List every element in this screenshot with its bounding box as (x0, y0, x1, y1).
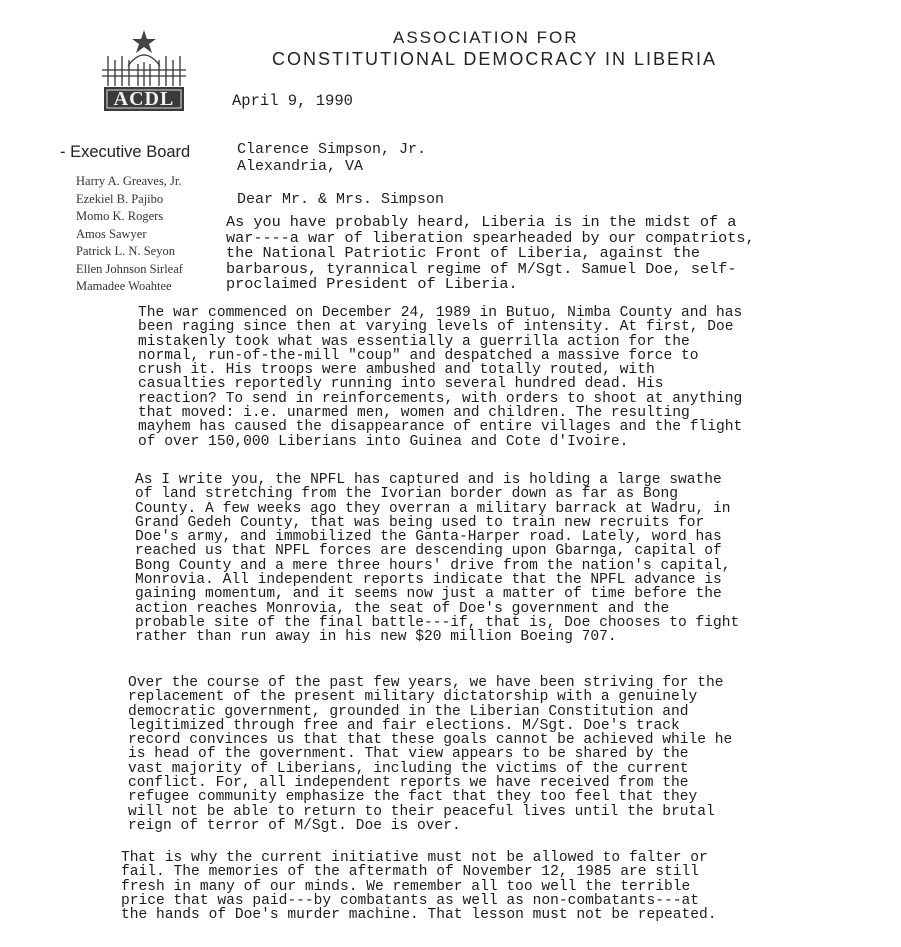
paragraph-initiative (121, 851, 717, 922)
text-line: action reaches Monrovia, the seat of Doe's government and the (135, 600, 670, 617)
acdl-logo (98, 26, 190, 114)
text-line: mayhem has caused the disappearance of entire villages and the flight (138, 419, 743, 436)
text-line: proclaimed President of Liberia. (226, 275, 518, 293)
text-line: war----a war of liberation spearheaded by our compatriots, (226, 228, 755, 247)
text-line: been raging since then at varying levels of intensity. At first, Doe (138, 319, 734, 336)
text-line: fresh in many of our minds. We remember all too well the terrible (121, 878, 691, 895)
text-line: reign of terror of M/Sgt. Doe is over. (128, 817, 461, 834)
text-line: is head of the government. That view appears to be shared by the (128, 746, 689, 763)
text-line: probable site of the final battle---if, that is, Doe chooses to fight (135, 614, 740, 631)
text-line: gaining momentum, and it seems now just a matter of time before the (135, 586, 722, 603)
text-line: refugee community emphasize the fact that they too feel that they (128, 789, 698, 806)
board-member: Momo K. Rogers (76, 209, 164, 223)
text-line: reaction? To send in reinforcements, with orders to shoot at anything (138, 390, 743, 407)
paragraph-war-commenced (138, 306, 742, 449)
text-line: fail. The memories of the aftermath of November 12, 1985 are still (121, 864, 700, 881)
text-line: record convinces us that that these goals cannot be achieved while he (128, 732, 733, 749)
text-line: the hands of Doe's murder machine. That lesson must not be repeated. (121, 907, 717, 924)
text-line: legitimized through free and fair elections. M/Sgt. Doe's track (128, 717, 680, 734)
paragraph-democracy-goals (128, 676, 732, 833)
recipient-location: Alexandria, VA (237, 158, 364, 175)
board-member: Harry A. Greaves, Jr. (76, 174, 182, 188)
text-line: mistakenly took what was essentially a guerrilla action for the (138, 333, 690, 350)
text-line: Grand Gedeh County, that was being used to train new recruits for (135, 514, 705, 531)
paragraph-intro (226, 215, 755, 293)
text-line: Monrovia. All independent reports indicate that the NPFL advance is (135, 572, 722, 589)
text-line: The war commenced on December 24, 1989 in Butuo, Nimba County and has (138, 305, 743, 321)
text-line: As you have probably heard, Liberia is in the midst of a (226, 213, 737, 231)
text-line: of over 150,000 Liberians into Guinea and Cote d'Ivoire. (138, 433, 629, 450)
board-member: Amos Sawyer (76, 226, 147, 241)
text-line: casualties reportedly running into several hundred dead. His (138, 376, 664, 393)
text-line: replacement of the present military dictatorship with a genuinely (128, 689, 698, 706)
text-line: Doe's army, and immobilized the Ganta-Harper road. Lately, word has (135, 529, 722, 546)
executive-board-list (76, 173, 183, 296)
salutation: Dear Mr. & Mrs. Simpson (237, 191, 445, 208)
text-line: crush it. His troops were ambushed and totally routed, with (138, 362, 655, 379)
text-line: Over the course of the past few years, we have been striving for the (128, 675, 724, 691)
letter-date: April 9, 1990 (232, 92, 353, 110)
paragraph-npfl-advance (135, 473, 739, 645)
text-line: That is why the current initiative must not be allowed to falter or (121, 850, 708, 866)
text-line: County. A few weeks ago they overran a military barrack at Wadru, in (135, 500, 731, 517)
org-name-line2: CONSTITUTIONAL DEMOCRACY IN LIBERIA (272, 49, 718, 69)
recipient-name: Clarence Simpson, Jr. (237, 141, 427, 158)
text-line: As I write you, the NPFL has captured and is holding a large swathe (135, 472, 722, 488)
board-member: Ezekiel B. Pajibo (76, 191, 164, 206)
board-member: Mamadee Woahtee (76, 279, 172, 293)
board-member: Patrick L. N. Seyon (76, 244, 175, 258)
text-line: Bong County and a mere three hours' drive from the nation's capital, (135, 557, 731, 574)
text-line: of land stretching from the Ivorian border down as far as Bong (135, 486, 678, 503)
text-line: will not be able to return to their peaceful lives until the brutal (128, 803, 715, 820)
text-line: vast majority of Liberians, including the victims of the current (128, 760, 689, 777)
text-line: democratic government, grounded in the Liberian Constitution and (128, 703, 689, 720)
text-line: normal, run-of-the-mill "coup" and despatched a massive force to (138, 347, 699, 364)
text-line: that moved: i.e. unarmed men, women and children. The resulting (138, 405, 690, 422)
text-line: reached us that NPFL forces are descending upon Gbarnga, capital of (135, 543, 722, 560)
org-name-line1: ASSOCIATION FOR (393, 28, 579, 47)
board-member: Ellen Johnson Sirleaf (76, 261, 183, 276)
text-line: rather than run away in his new $20 million Boeing 707. (135, 629, 617, 646)
text-line: price that was paid---by combatants as well as non-combatants---at (121, 892, 700, 909)
text-line: barbarous, tyrannical regime of M/Sgt. Samuel Doe, self- (226, 259, 737, 278)
text-line: conflict. For, all independent reports we have received from the (128, 775, 689, 792)
logo-text: ACDL (113, 88, 175, 110)
executive-board-title: - Executive Board (60, 143, 191, 161)
text-line: the National Patriotic Front of Liberia, against the (226, 244, 700, 262)
